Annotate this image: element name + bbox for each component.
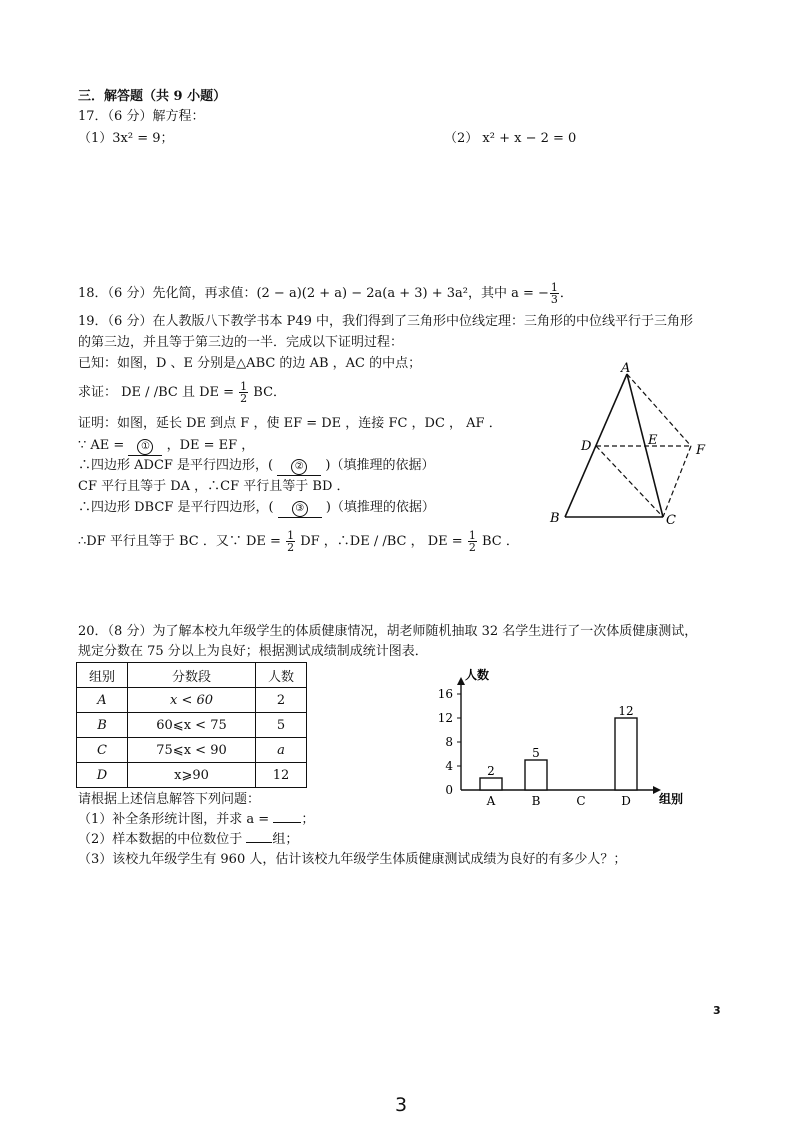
q19-proof3 <box>78 458 434 476</box>
label-A: A <box>621 362 631 376</box>
data-label: 5 <box>532 746 540 760</box>
q19-l3b: )（填推理的依据） <box>325 458 435 473</box>
q19-l6c: BC ． <box>481 534 519 549</box>
q19-l2b: ，DE = EF ， <box>166 438 255 453</box>
q18-end: ． <box>559 286 573 301</box>
q19-proof4: CF 平行且等于 DA ，∴CF 平行且等于 BD ． <box>78 479 350 494</box>
x-tick-label: D <box>621 794 631 808</box>
frac-den: 2 <box>468 541 476 554</box>
q17-part2: （2） x² + x − 2 = 0 <box>444 131 577 146</box>
half-fraction <box>239 381 248 404</box>
q19-l5a: ∴四边形 DBCF 是平行四边形，( <box>78 500 274 515</box>
q18-main: 18．（6 分）先化简，再求值：(2 − a)(2 + a) − 2a(a + 3) + 3a²，其中 a = − <box>78 286 549 301</box>
blank-3 <box>278 500 322 518</box>
table-cell: 5 <box>256 713 307 738</box>
table-row <box>77 688 307 713</box>
q17-part1: （1）3x² = 9； <box>78 131 174 146</box>
q20-s1b: ； <box>301 812 315 827</box>
table-header: 人数 <box>256 663 307 688</box>
segment-FC <box>663 446 691 517</box>
q20-s1a: （1）补全条形统计图，并求 a = <box>78 812 270 827</box>
table-cell: 60⩽x < 75 <box>128 713 256 738</box>
q19-proof1: 证明：如图，延长 DE 到点 F ，使 EF = DE ，连接 FC ，DC ， AF ． <box>78 416 502 431</box>
blank-1 <box>128 438 162 456</box>
data-label: 12 <box>618 704 634 718</box>
table-row <box>77 713 307 738</box>
x-tick-label: A <box>486 794 496 808</box>
table-cell: 75⩽x < 90 <box>128 738 256 763</box>
table-cell: x < 60 <box>128 688 256 713</box>
segment-DC <box>596 446 663 517</box>
label-C: C <box>666 513 676 528</box>
half-fraction <box>468 530 477 553</box>
score-table <box>76 662 307 788</box>
y-tick-label: 0 <box>445 783 453 797</box>
q19-line2: 的第三边，并且等于第三边的一半．完成以下证明过程： <box>78 335 404 350</box>
table-cell: a <box>256 738 307 763</box>
q17-stem: 17．（6 分）解方程： <box>78 109 205 124</box>
q18-frac-den: 3 <box>550 293 558 306</box>
q19-l2a: ∵ AE = <box>78 438 125 453</box>
frac-den: 2 <box>287 541 295 554</box>
y-axis-arrow <box>457 677 465 685</box>
half-fraction <box>286 530 295 553</box>
q18-text <box>78 282 573 305</box>
q19-proof5 <box>78 500 435 518</box>
table-cell: B <box>77 713 128 738</box>
section-title: 三．解答题（共 9 小题） <box>78 89 227 104</box>
x-tick-label: C <box>576 794 586 808</box>
table-header-row <box>77 663 307 688</box>
q20-sub3: （3）该校九年级学生有 960 人，估计该校九年级学生体质健康测试成绩为良好的有多少人？； <box>78 852 627 867</box>
q19-l3a: ∴四边形 ADCF 是平行四边形，( <box>78 458 274 473</box>
table-cell: A <box>77 688 128 713</box>
q19-l6a: ∴DF 平行且等于 BC ．又∵ DE = <box>78 534 281 549</box>
q19-proof2 <box>78 438 254 456</box>
q20-line1: 20．（8 分）为了解本校九年级学生的体质健康情况，胡老师随机抽取 32 名学生进行了一次体质健康测试， <box>78 624 698 639</box>
y-axis-label: 人数 <box>465 668 490 682</box>
x-axis-label: 组别 <box>659 792 684 806</box>
q20-line2: 规定分数在 75 分以上为良好；根据测试成绩制成统计图表． <box>78 644 428 659</box>
page-number: 3 <box>395 1094 408 1116</box>
q19-l5b: )（填推理的依据） <box>325 500 435 515</box>
q19-prove-text: 求证： DE / /BC 且 DE = <box>78 385 235 400</box>
circled-3: ③ <box>292 501 308 517</box>
q18-frac-num: 1 <box>550 281 558 294</box>
label-E: E <box>648 433 658 448</box>
frac-num: 1 <box>468 529 476 542</box>
q19-figure <box>545 362 720 532</box>
x-tick-label: B <box>531 794 541 808</box>
table-header: 分数段 <box>128 663 256 688</box>
bar <box>525 760 547 790</box>
q18-fraction <box>550 282 559 305</box>
frac-num: 1 <box>287 529 295 542</box>
y-tick-label: 16 <box>437 687 453 701</box>
q20-s2a: （2）样本数据的中位数位于 <box>78 832 243 847</box>
page-number-small: 3 <box>713 1004 721 1017</box>
table-row <box>77 763 307 788</box>
q19-known: 已知：如图，D 、E 分别是△ABC 的边 AB ，AC 的中点； <box>78 356 422 371</box>
label-D: D <box>581 439 592 454</box>
table-cell: C <box>77 738 128 763</box>
table-cell: 2 <box>256 688 307 713</box>
circled-2: ② <box>291 459 307 475</box>
q20-s2b: 组； <box>272 832 299 847</box>
data-label: 2 <box>487 764 495 778</box>
q19-l6b: DF ，∴DE / /BC ， DE = <box>300 534 463 549</box>
table-row <box>77 738 307 763</box>
bar <box>480 778 502 790</box>
frac-den: 2 <box>240 392 248 405</box>
q19-proof6 <box>78 530 519 553</box>
q20-sub1 <box>78 812 314 828</box>
y-tick-label: 4 <box>445 759 453 773</box>
q19-prove-end: BC． <box>253 385 287 400</box>
y-tick-label: 8 <box>445 735 453 749</box>
q20-sub2 <box>78 832 298 848</box>
frac-num: 1 <box>240 380 248 393</box>
label-F: F <box>696 443 706 458</box>
table-cell: D <box>77 763 128 788</box>
bar <box>615 718 637 790</box>
label-B: B <box>550 511 560 526</box>
table-cell: x⩾90 <box>128 763 256 788</box>
circled-1: ① <box>137 439 153 455</box>
y-tick-label: 12 <box>437 711 453 725</box>
table-header: 组别 <box>77 663 128 688</box>
bar-chart <box>425 665 695 810</box>
q19-prove <box>78 381 286 404</box>
answer-blank-median <box>246 842 272 843</box>
blank-2 <box>277 458 321 476</box>
table-cell: 12 <box>256 763 307 788</box>
q19-line1: 19．（6 分）在人教版八下教学书本 P49 中，我们得到了三角形中位线定理：三角形的中位线平行于三角形 <box>78 314 693 329</box>
answer-blank-a <box>273 822 301 823</box>
q20-after: 请根据上述信息解答下列问题： <box>78 792 261 807</box>
